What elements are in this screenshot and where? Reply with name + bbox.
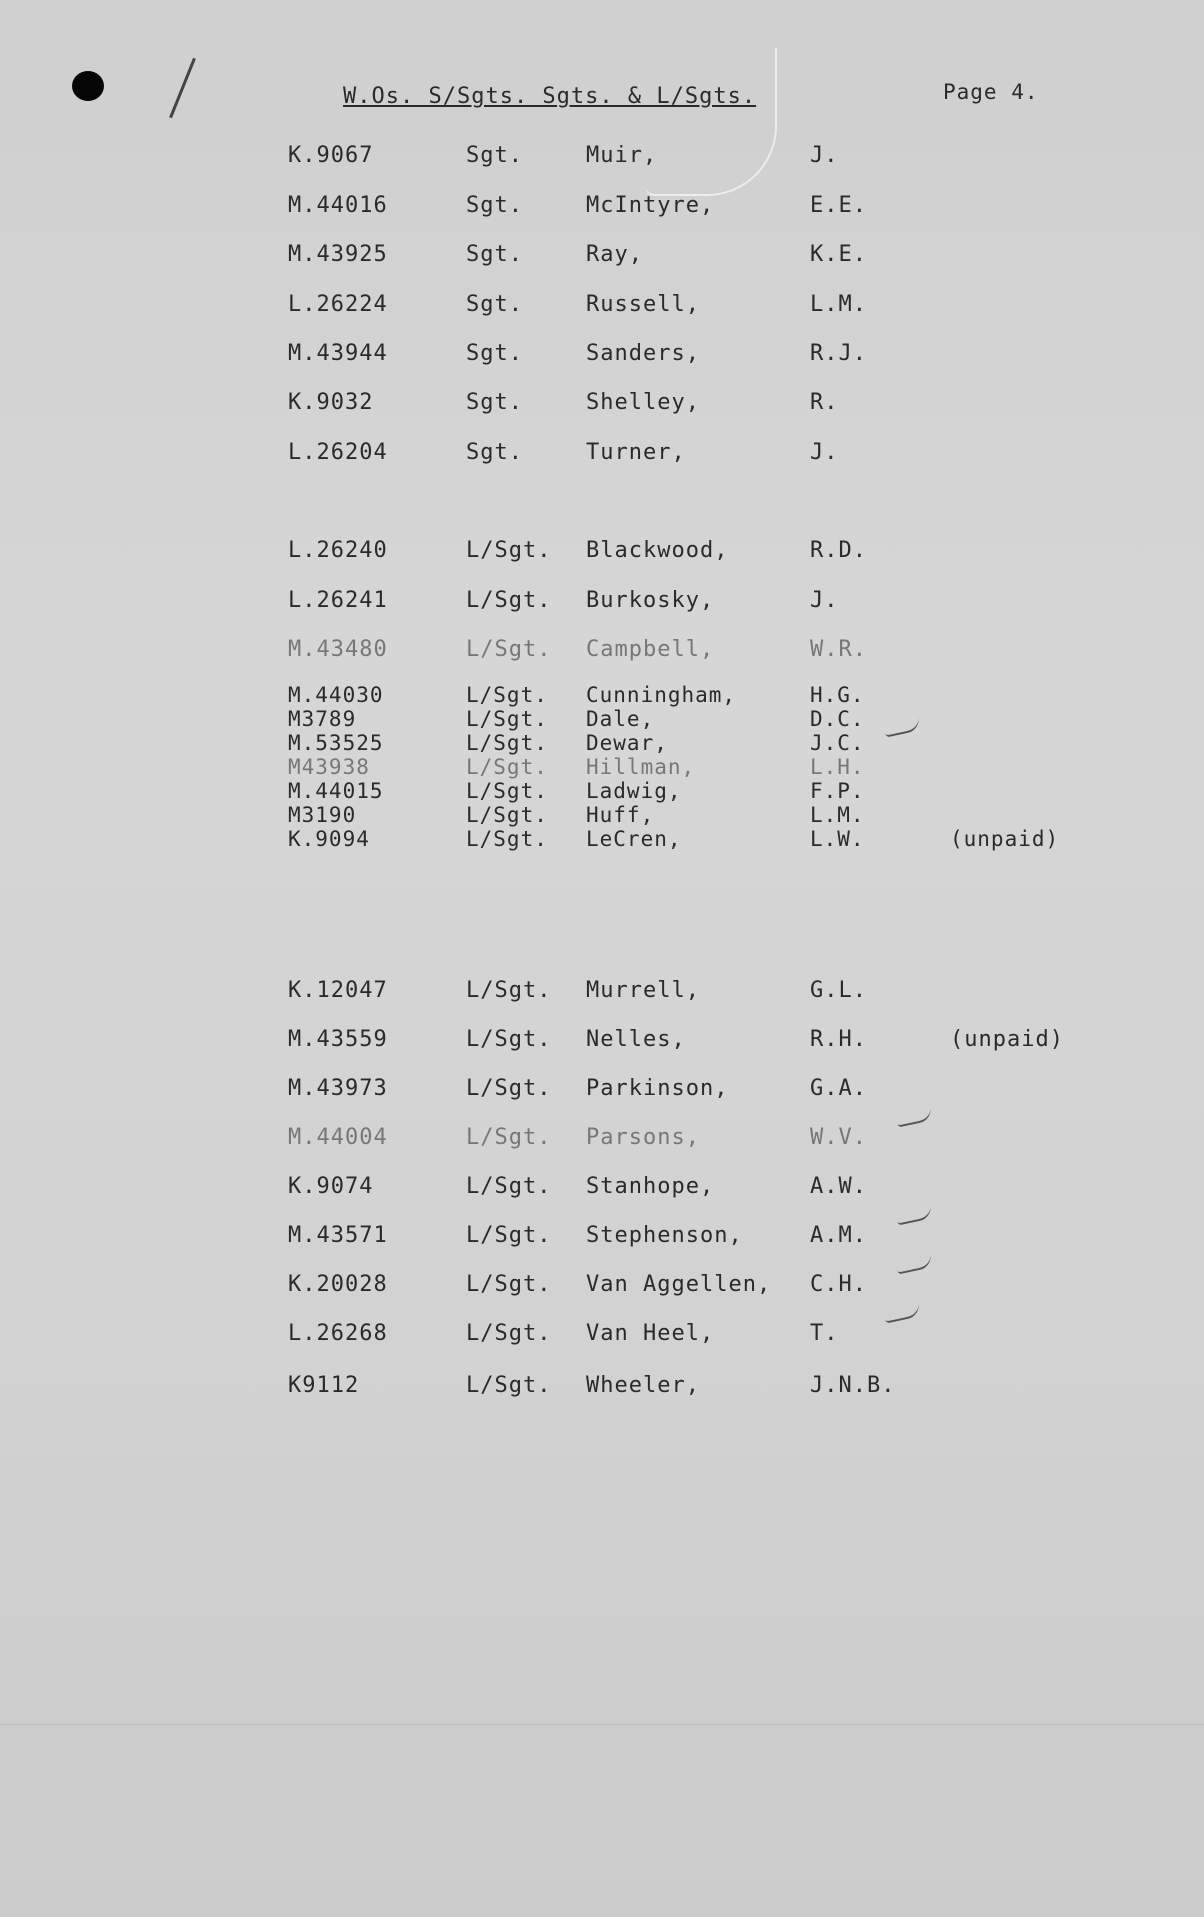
page-number: Page 4. — [943, 80, 1039, 104]
rank: L/Sgt. — [466, 1174, 552, 1199]
list-item — [0, 341, 1204, 369]
initials: C.H. — [810, 1272, 867, 1297]
list-item — [0, 1272, 1204, 1300]
list-item — [0, 803, 1204, 827]
list-item — [0, 707, 1204, 731]
list-item — [0, 755, 1204, 779]
rank: L/Sgt. — [466, 1027, 552, 1052]
surname: Dale, — [586, 707, 655, 731]
initials: L.M. — [810, 292, 867, 317]
rank: L/Sgt. — [466, 827, 548, 851]
initials: J. — [810, 143, 839, 168]
list-item — [0, 827, 1204, 851]
surname: Huff, — [586, 803, 655, 827]
rank: L/Sgt. — [466, 538, 552, 563]
surname: Hillman, — [586, 755, 696, 779]
rank: L/Sgt. — [466, 978, 552, 1003]
rank: Sgt. — [466, 292, 523, 317]
rank: L/Sgt. — [466, 1272, 552, 1297]
stray-mark — [645, 48, 777, 196]
rank: Sgt. — [466, 242, 523, 267]
service-number: K.20028 — [288, 1272, 388, 1297]
list-item — [0, 440, 1204, 468]
list-item — [0, 1027, 1204, 1055]
surname: Dewar, — [586, 731, 668, 755]
service-number: K.12047 — [288, 978, 388, 1003]
rank: L/Sgt. — [466, 707, 548, 731]
service-number: M43938 — [288, 755, 370, 779]
initials: L.M. — [810, 803, 865, 827]
rank: L/Sgt. — [466, 683, 548, 707]
punch-hole — [72, 71, 104, 101]
initials: R.D. — [810, 538, 867, 563]
initials: J. — [810, 440, 839, 465]
service-number: M.43925 — [288, 242, 388, 267]
initials: R. — [810, 390, 839, 415]
list-item — [0, 978, 1204, 1006]
service-number: M.53525 — [288, 731, 384, 755]
initials: W.R. — [810, 637, 867, 662]
surname: Parkinson, — [586, 1076, 729, 1101]
rank: L/Sgt. — [466, 588, 552, 613]
service-number: K.9094 — [288, 827, 370, 851]
surname: Cunningham, — [586, 683, 737, 707]
initials: F.P. — [810, 779, 865, 803]
list-item — [0, 1125, 1204, 1153]
list-item — [0, 588, 1204, 616]
unpaid-note: (unpaid) — [950, 1027, 1064, 1052]
surname: Blackwood, — [586, 538, 729, 563]
list-item — [0, 731, 1204, 755]
rank: Sgt. — [466, 143, 523, 168]
rank: L/Sgt. — [466, 1373, 552, 1398]
surname: Murrell, — [586, 978, 700, 1003]
pencil-mark — [169, 58, 196, 118]
rank: L/Sgt. — [466, 1223, 552, 1248]
rank: L/Sgt. — [466, 1076, 552, 1101]
surname: Sanders, — [586, 341, 700, 366]
service-number: L.26268 — [288, 1321, 388, 1346]
initials: A.M. — [810, 1223, 867, 1248]
list-item — [0, 390, 1204, 418]
list-item — [0, 143, 1204, 171]
rank: Sgt. — [466, 390, 523, 415]
surname: Wheeler, — [586, 1373, 700, 1398]
rank: Sgt. — [466, 341, 523, 366]
page-fold-line — [0, 1724, 1204, 1725]
initials: G.L. — [810, 978, 867, 1003]
rank: Sgt. — [466, 193, 523, 218]
list-item — [0, 1373, 1204, 1401]
initials: J. — [810, 588, 839, 613]
surname: Stanhope, — [586, 1174, 715, 1199]
initials: R.J. — [810, 341, 867, 366]
surname: Ray, — [586, 242, 643, 267]
service-number: M.43480 — [288, 637, 388, 662]
rank: Sgt. — [466, 440, 523, 465]
rank: L/Sgt. — [466, 755, 548, 779]
list-item — [0, 538, 1204, 566]
initials: E.E. — [810, 193, 867, 218]
surname: Campbell, — [586, 637, 715, 662]
page-title: W.Os. S/Sgts. Sgts. & L/Sgts. — [343, 84, 757, 109]
initials: G.A. — [810, 1076, 867, 1101]
service-number: M3190 — [288, 803, 357, 827]
list-item — [0, 1223, 1204, 1251]
initials: A.W. — [810, 1174, 867, 1199]
rank: L/Sgt. — [466, 637, 552, 662]
initials: W.V. — [810, 1125, 867, 1150]
initials: J.N.B. — [810, 1373, 896, 1398]
surname: Stephenson, — [586, 1223, 743, 1248]
service-number: M.43973 — [288, 1076, 388, 1101]
surname: Van Heel, — [586, 1321, 715, 1346]
service-number: M.43571 — [288, 1223, 388, 1248]
service-number: K.9032 — [288, 390, 374, 415]
service-number: M.43559 — [288, 1027, 388, 1052]
surname: Russell, — [586, 292, 700, 317]
initials: L.H. — [810, 755, 865, 779]
initials: K.E. — [810, 242, 867, 267]
list-item — [0, 1321, 1204, 1349]
service-number: K.9074 — [288, 1174, 374, 1199]
service-number: M.44015 — [288, 779, 384, 803]
surname: Shelley, — [586, 390, 700, 415]
list-item — [0, 1174, 1204, 1202]
list-item — [0, 193, 1204, 221]
initials: D.C. — [810, 707, 865, 731]
surname: Nelles, — [586, 1027, 686, 1052]
service-number: M.44030 — [288, 683, 384, 707]
list-item — [0, 1076, 1204, 1104]
surname: LeCren, — [586, 827, 682, 851]
service-number: L.26240 — [288, 538, 388, 563]
service-number: M.44004 — [288, 1125, 388, 1150]
initials: L.W. — [810, 827, 865, 851]
surname: Van Aggellen, — [586, 1272, 772, 1297]
initials: T. — [810, 1321, 839, 1346]
service-number: L.26224 — [288, 292, 388, 317]
surname: Burkosky, — [586, 588, 715, 613]
surname: Turner, — [586, 440, 686, 465]
rank: L/Sgt. — [466, 731, 548, 755]
unpaid-note: (unpaid) — [950, 827, 1060, 851]
list-item — [0, 779, 1204, 803]
rank: L/Sgt. — [466, 803, 548, 827]
rank: L/Sgt. — [466, 1125, 552, 1150]
surname: Muir, — [586, 143, 658, 168]
rank: L/Sgt. — [466, 1321, 552, 1346]
list-item — [0, 637, 1204, 665]
surname: Ladwig, — [586, 779, 682, 803]
service-number: M.44016 — [288, 193, 388, 218]
service-number: K9112 — [288, 1373, 360, 1398]
list-item — [0, 292, 1204, 320]
list-item — [0, 242, 1204, 270]
service-number: M.43944 — [288, 341, 388, 366]
service-number: K.9067 — [288, 143, 374, 168]
list-item — [0, 683, 1204, 707]
surname: Parsons, — [586, 1125, 700, 1150]
initials: R.H. — [810, 1027, 867, 1052]
service-number: M3789 — [288, 707, 357, 731]
surname: McIntyre, — [586, 193, 715, 218]
service-number: L.26204 — [288, 440, 388, 465]
service-number: L.26241 — [288, 588, 388, 613]
initials: H.G. — [810, 683, 865, 707]
rank: L/Sgt. — [466, 779, 548, 803]
initials: J.C. — [810, 731, 865, 755]
